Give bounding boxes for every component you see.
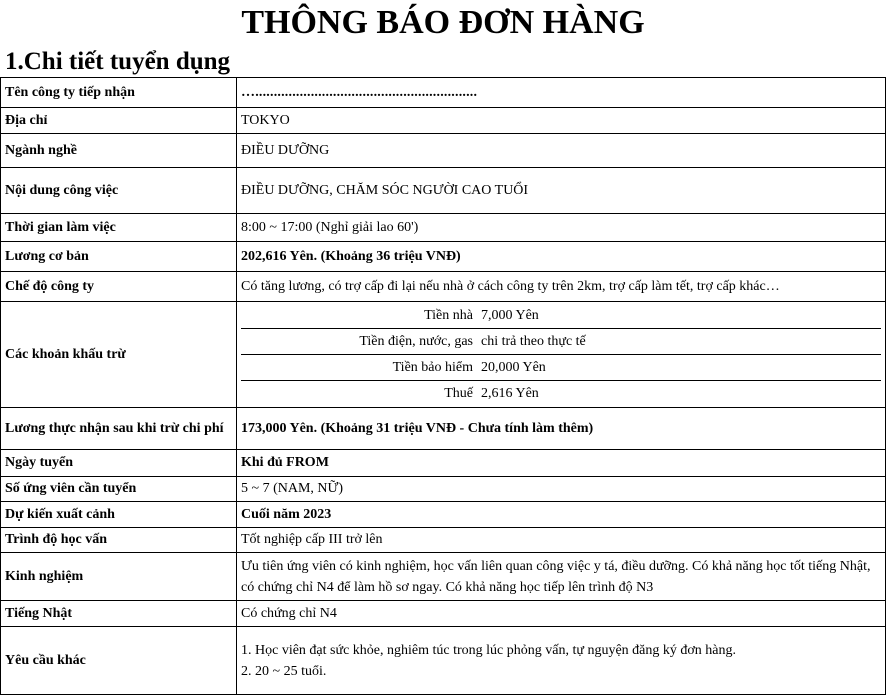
japanese-label: Tiếng Nhật <box>1 601 237 627</box>
date-value: Khi đủ FROM <box>237 450 886 477</box>
deduction-value: chi trả theo thực tế <box>477 329 881 355</box>
table-row <box>1 108 886 134</box>
education-label: Trình độ học vấn <box>1 528 237 553</box>
count-value: 5 ~ 7 (NAM, NỮ) <box>237 477 886 502</box>
industry-label: Ngành nghề <box>1 134 237 168</box>
deductions-label: Các khoản khấu trừ <box>1 302 237 408</box>
other-label: Yêu cầu khác <box>1 627 237 695</box>
table-row <box>1 502 886 528</box>
benefits-value: Có tăng lương, có trợ cấp đi lại nếu nhà ở cách công ty trên 2km, trợ cấp làm tết, trợ cấp khác… <box>237 272 886 302</box>
deduction-name: Tiền bảo hiểm <box>241 355 477 381</box>
table-row <box>1 302 886 408</box>
depart-label: Dự kiến xuất cảnh <box>1 502 237 528</box>
deductions-table <box>241 303 881 406</box>
depart-value: Cuối năm 2023 <box>237 502 886 528</box>
address-value: TOKYO <box>237 108 886 134</box>
table-row <box>1 477 886 502</box>
table-row <box>1 601 886 627</box>
job-value: ĐIỀU DƯỠNG, CHĂM SÓC NGƯỜI CAO TUỔI <box>237 168 886 214</box>
table-row <box>1 272 886 302</box>
deductions-cell <box>237 302 886 408</box>
net-value: 173,000 Yên. (Khoảng 31 triệu VNĐ - Chưa tính làm thêm) <box>237 408 886 450</box>
deduction-name: Tiền điện, nước, gas <box>241 329 477 355</box>
page-title: THÔNG BÁO ĐƠN HÀNG <box>241 4 645 41</box>
date-label: Ngày tuyển <box>1 450 237 477</box>
table-row <box>1 134 886 168</box>
table-row <box>1 408 886 450</box>
table-row <box>1 553 886 601</box>
table-row <box>1 242 886 272</box>
job-label: Nội dung công việc <box>1 168 237 214</box>
deduction-value: 2,616 Yên <box>481 385 539 401</box>
deduction-row <box>241 381 881 407</box>
japanese-value: Có chứng chỉ N4 <box>237 601 886 627</box>
deduction-value: 7,000 Yên <box>477 303 881 329</box>
net-label: Lương thực nhận sau khi trừ chi phí <box>1 408 237 450</box>
deduction-row <box>241 303 881 329</box>
experience-value: Ưu tiên ứng viên có kinh nghiệm, học vấn liên quan công việc y tá, điều dưỡng. Có khả năng học tốt tiếng Nhật, có chứng chỉ N4 để làm hồ sơ ngay. Có khả năng học tiếp lên trình độ N3 <box>237 553 886 601</box>
section-heading: 1.Chi tiết tuyển dụng <box>5 48 231 75</box>
company-value: …............................................................ <box>237 78 886 108</box>
count-label: Số ứng viên cần tuyển <box>1 477 237 502</box>
deduction-row <box>241 355 881 381</box>
benefits-label: Chế độ công ty <box>1 272 237 302</box>
other-line-2: 2. 20 ~ 25 tuổi. <box>241 663 327 679</box>
table-row <box>1 168 886 214</box>
deduction-name: Tiền nhà <box>241 303 477 329</box>
company-label: Tên công ty tiếp nhận <box>1 78 237 108</box>
hours-label: Thời gian làm việc <box>1 214 237 242</box>
table-row <box>1 78 886 108</box>
hours-value: 8:00 ~ 17:00 (Nghỉ giải lao 60') <box>237 214 886 242</box>
deduction-row <box>241 329 881 355</box>
table-row <box>1 214 886 242</box>
other-value <box>237 627 886 695</box>
recruitment-table <box>0 77 886 695</box>
address-label: Địa chỉ <box>1 108 237 134</box>
salary-value: 202,616 Yên. (Khoảng 36 triệu VNĐ) <box>237 242 886 272</box>
industry-value: ĐIỀU DƯỠNG <box>237 134 886 168</box>
table-row <box>1 627 886 695</box>
deduction-value: 20,000 Yên <box>477 355 881 381</box>
education-value: Tốt nghiệp cấp III trở lên <box>237 528 886 553</box>
table-row <box>1 450 886 477</box>
table-row <box>1 528 886 553</box>
other-line-1: 1. Học viên đạt sức khỏe, nghiêm túc trong lúc phỏng vấn, tự nguyện đăng ký đơn hàng. <box>241 642 736 658</box>
deduction-name: Thuế <box>444 385 473 401</box>
experience-label: Kinh nghiệm <box>1 553 237 601</box>
salary-label: Lương cơ bản <box>1 242 237 272</box>
